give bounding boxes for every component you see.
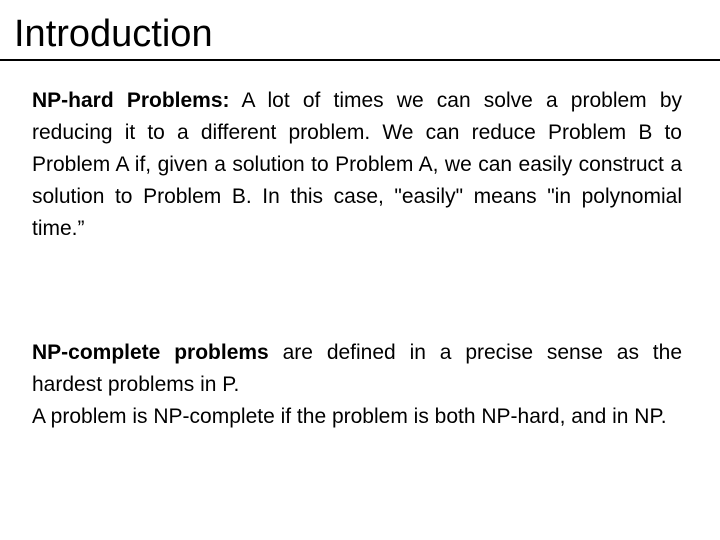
np-complete-term: NP-complete problems <box>32 341 269 364</box>
np-hard-paragraph <box>32 85 682 245</box>
np-complete-paragraph <box>32 337 682 433</box>
title-divider <box>0 59 720 61</box>
np-complete-definition: A problem is NP-complete if the problem is both NP-hard, and in NP. <box>32 405 667 428</box>
slide-title: Introduction <box>14 13 213 55</box>
np-hard-text: A lot of times we can solve a problem by reducing it to a different problem. We can reduce Problem B to Problem A if, given a solution to Problem A, we can easily construct a solution to Problem B. In this case, "easily" means "in polynomial time.” <box>32 89 682 240</box>
np-hard-term: NP-hard Problems: <box>32 89 230 112</box>
np-complete-text: are defined in a precise sense as the hardest problems in P. <box>32 341 682 396</box>
np-complete-sentence <box>32 337 682 401</box>
